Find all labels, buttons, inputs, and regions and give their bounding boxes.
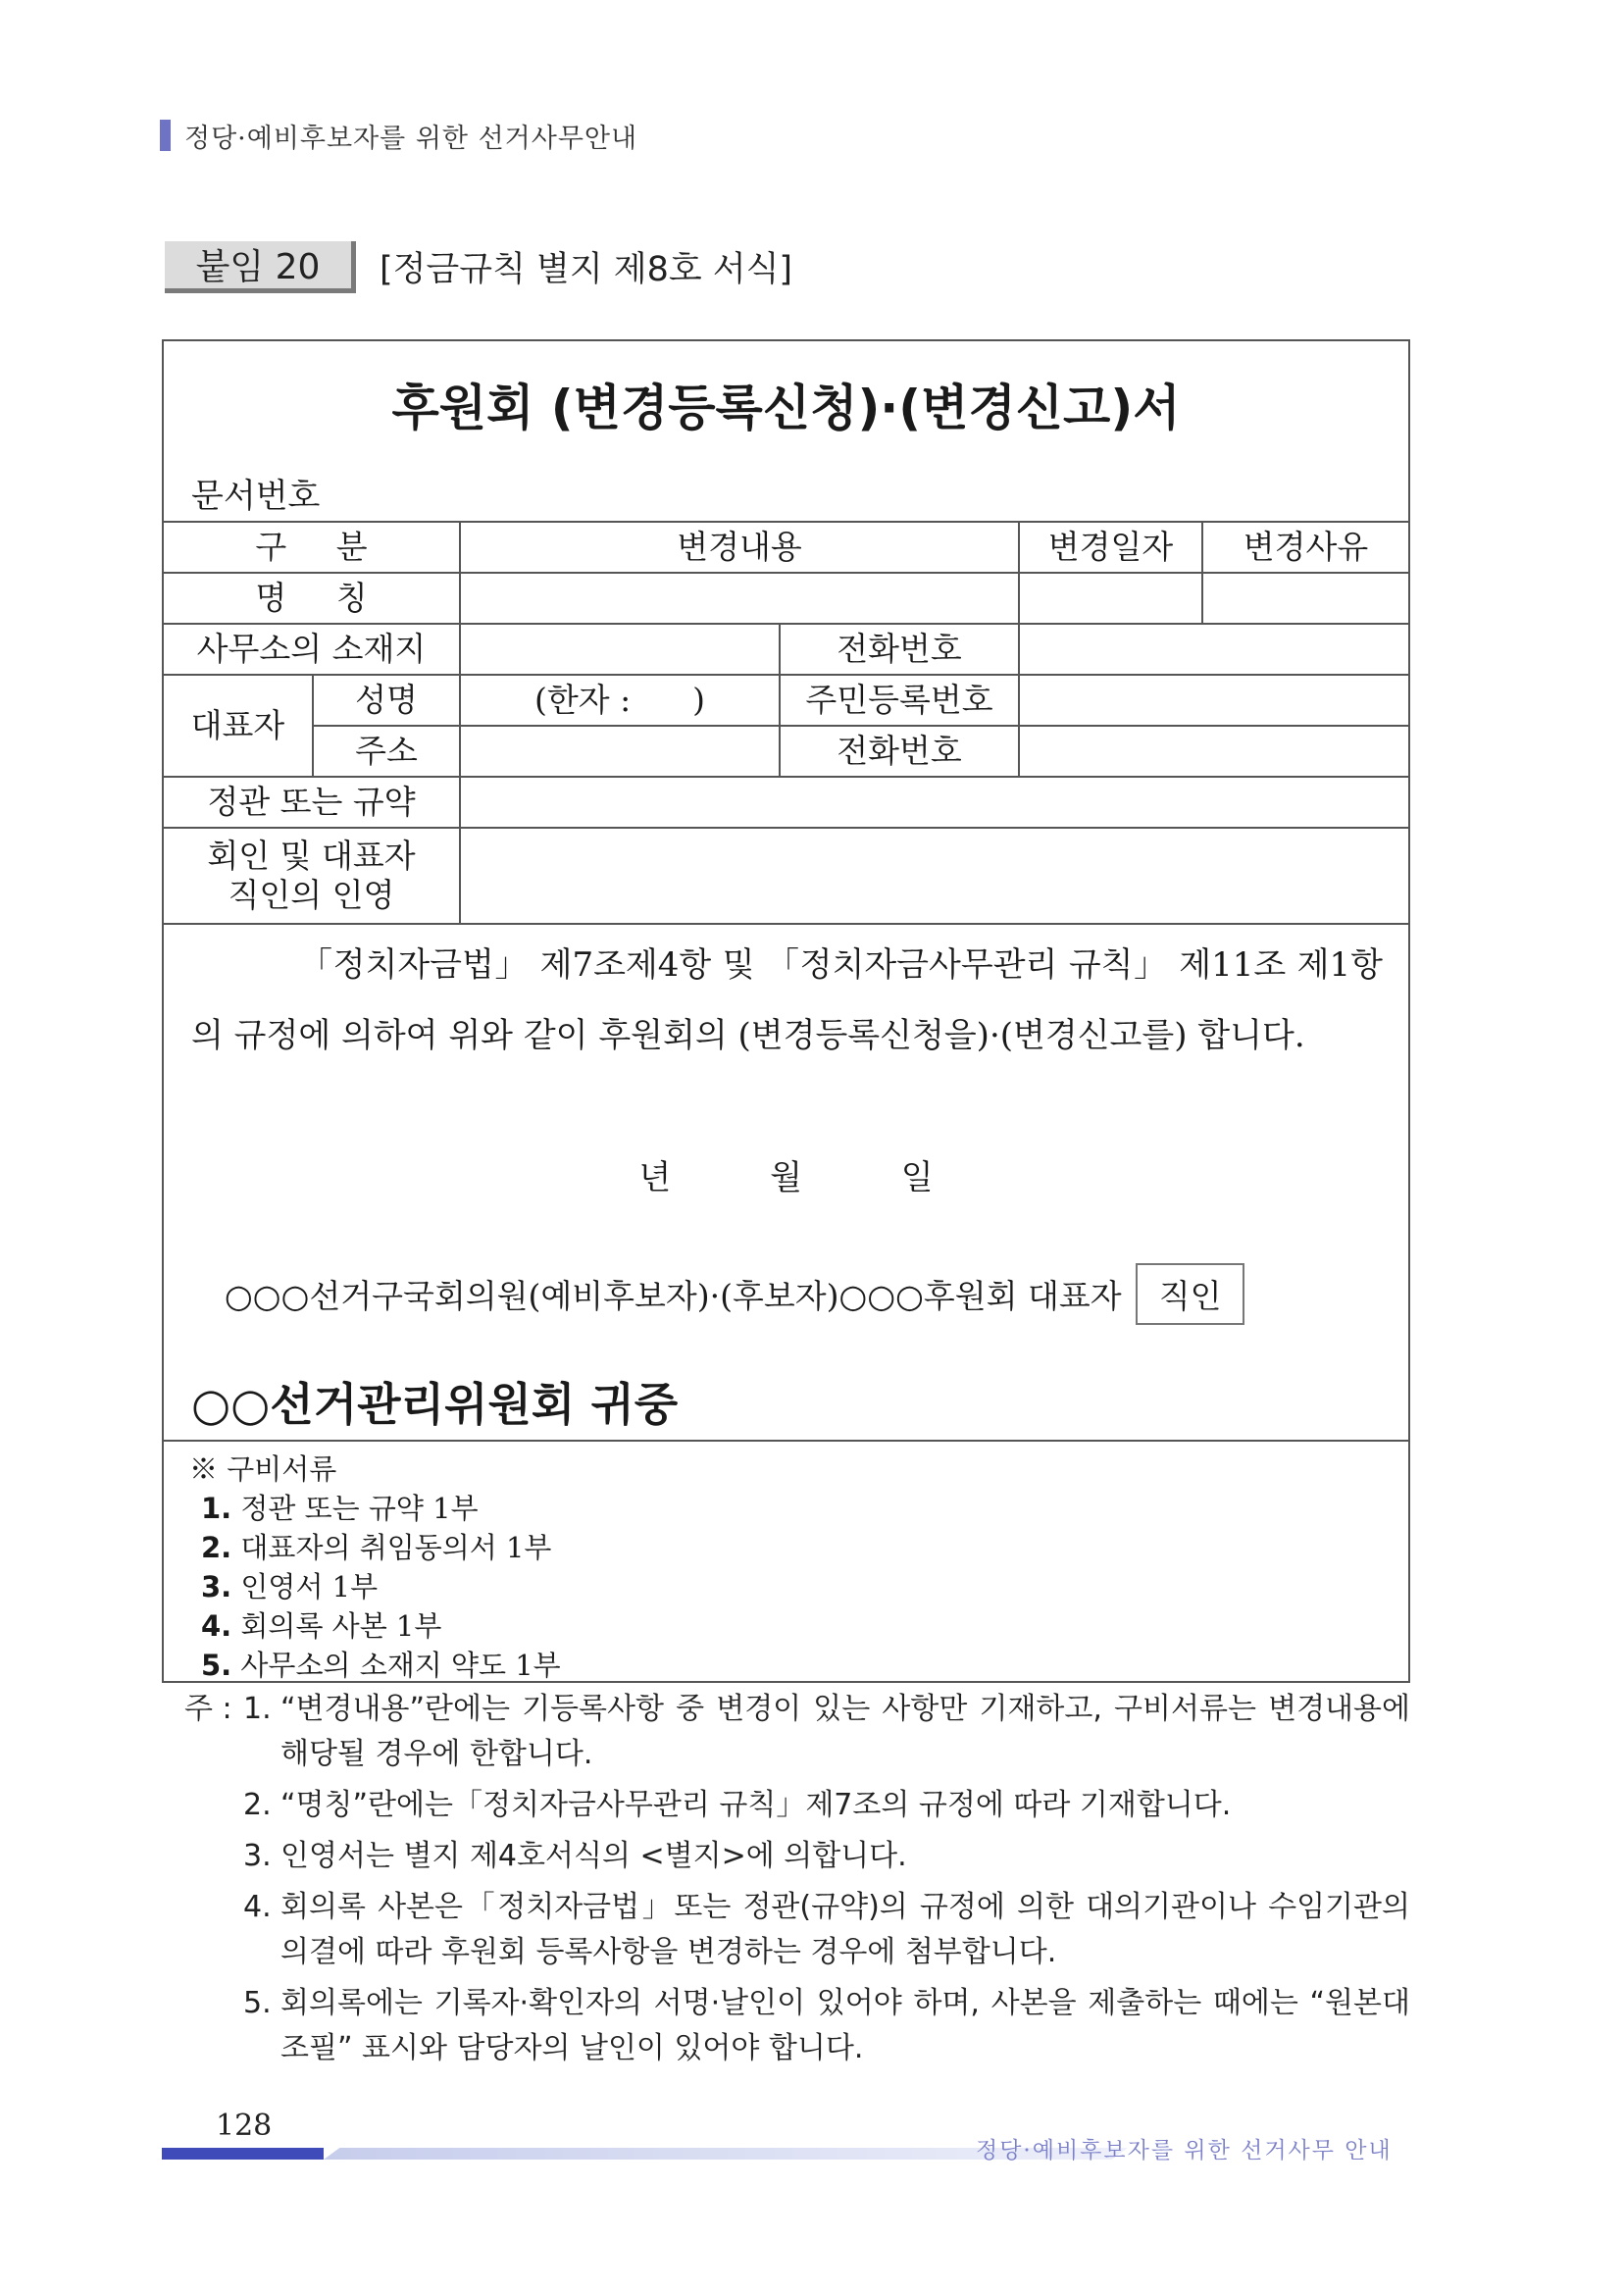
bylaws-cell[interactable] — [460, 777, 1408, 828]
header-date: 변경일자 — [1019, 522, 1202, 573]
rep-phone-label: 전화번호 — [780, 726, 1019, 777]
header-title: 정당·예비후보자를 위한 선거사무안내 — [184, 123, 638, 154]
required-documents — [164, 1440, 1408, 1681]
change-table — [164, 521, 1408, 925]
page-header — [160, 116, 637, 155]
notes-lead: 주 : — [184, 1692, 232, 1726]
rep-resident-label: 주민등록번호 — [780, 675, 1019, 726]
rep-address-cell[interactable] — [460, 726, 780, 777]
rep-hanja-cell[interactable]: (한자 : ) — [460, 675, 780, 726]
office-phone-label: 전화번호 — [780, 624, 1019, 675]
addressee: ○○선거관리위원회 귀중 — [191, 1378, 679, 1431]
header-reason: 변경사유 — [1202, 522, 1408, 573]
footnotes — [184, 1687, 1410, 2071]
page-footer — [162, 2109, 1466, 2167]
row-bylaws-label: 정관 또는 규약 — [164, 777, 460, 828]
list-item: 4. 회의록 사본 1부 — [201, 1609, 442, 1643]
form-reference: [정금규칙 별지 제8호 서식] — [380, 250, 793, 289]
footer-accent-bar — [162, 2148, 324, 2160]
note-item: 2. “명칭”란에는「정치자금사무관리 규칙」제7조의 규정에 따라 기재합니다. — [243, 1788, 1232, 1822]
note-item: 3. 인영서는 별지 제4호서식의 <별지>에 의합니다. — [243, 1839, 907, 1873]
note-item: 5. 회의록에는 기록자·확인자의 서명·날인이 있어야 하며, 사본을 제출하는 때에는 “원본대조필” 표시와 담당자의 날인이 있어야 합니다. — [243, 1986, 1410, 2065]
attachment-badge: 붙임 20 — [165, 241, 356, 293]
rep-name-label: 성명 — [313, 675, 460, 726]
rep-phone-cell[interactable] — [1019, 726, 1408, 777]
list-item: 2. 대표자의 취임동의서 1부 — [201, 1531, 552, 1564]
header-accent-bar — [160, 120, 171, 151]
doc-number-label: 문서번호 — [191, 477, 321, 516]
header-category: 구 분 — [164, 522, 460, 573]
signature-text: ○○○선거구국회의원(예비후보자)·(후보자)○○○후원회 대표자 — [225, 1277, 1122, 1315]
row-office-label: 사무소의 소재지 — [164, 624, 460, 675]
attachment-label-row — [165, 242, 792, 291]
office-address-cell[interactable] — [460, 624, 780, 675]
list-item: 5. 사무소의 소재지 약도 1부 — [201, 1649, 561, 1682]
statement-paragraph: 「정치자금법」 제7조제4항 및 「정치자금사무관리 규칙」 제11조 제1항의 규정에 의하여 위와 같이 후원회의 (변경등록신청을)·(변경신고를) 합니다. — [191, 945, 1383, 1055]
seal-label-line2: 직인의 인영 — [228, 876, 395, 914]
seal-box: 직인 — [1136, 1263, 1245, 1325]
header-content: 변경내용 — [460, 522, 1019, 573]
name-date-cell[interactable] — [1019, 573, 1202, 624]
application-form — [162, 339, 1410, 1683]
rep-address-label: 주소 — [313, 726, 460, 777]
list-item: 3. 인영서 1부 — [201, 1570, 379, 1603]
name-content-cell[interactable] — [460, 573, 1019, 624]
seal-impression-cell[interactable] — [460, 828, 1408, 924]
representative-label: 대표자 — [164, 675, 313, 777]
rep-resident-cell[interactable] — [1019, 675, 1408, 726]
form-title: 후원회 (변경등록신청)·(변경신고)서 — [391, 380, 1181, 436]
row-seal-label — [164, 828, 460, 924]
required-documents-heading: ※ 구비서류 — [189, 1452, 337, 1486]
row-name-label: 명 칭 — [164, 573, 460, 624]
name-reason-cell[interactable] — [1202, 573, 1408, 624]
signature-line — [225, 1263, 1244, 1325]
date-line: 년 월 일 — [638, 1158, 934, 1197]
note-item: 주 : 1. “변경내용”란에는 기등록사항 중 변경이 있는 사항만 기재하고, 구비서류는 변경내용에 해당될 경우에 한합니다. — [184, 1687, 1410, 1777]
footer-title: 정당·예비후보자를 위한 선거사무 안내 — [976, 2138, 1393, 2163]
note-item: 4. 회의록 사본은「정치자금법」또는 정관(규약)의 규정에 의한 대의기관이나 수임기관의 의결에 따라 후원회 등록사항을 변경하는 경우에 첨부합니다. — [243, 1890, 1410, 1969]
seal-label-line1: 회인 및 대표자 — [207, 837, 416, 876]
office-phone-cell[interactable] — [1019, 624, 1408, 675]
page-number: 128 — [216, 2109, 273, 2143]
statement-text — [191, 930, 1383, 1071]
list-item: 1. 정관 또는 규약 1부 — [201, 1492, 479, 1525]
